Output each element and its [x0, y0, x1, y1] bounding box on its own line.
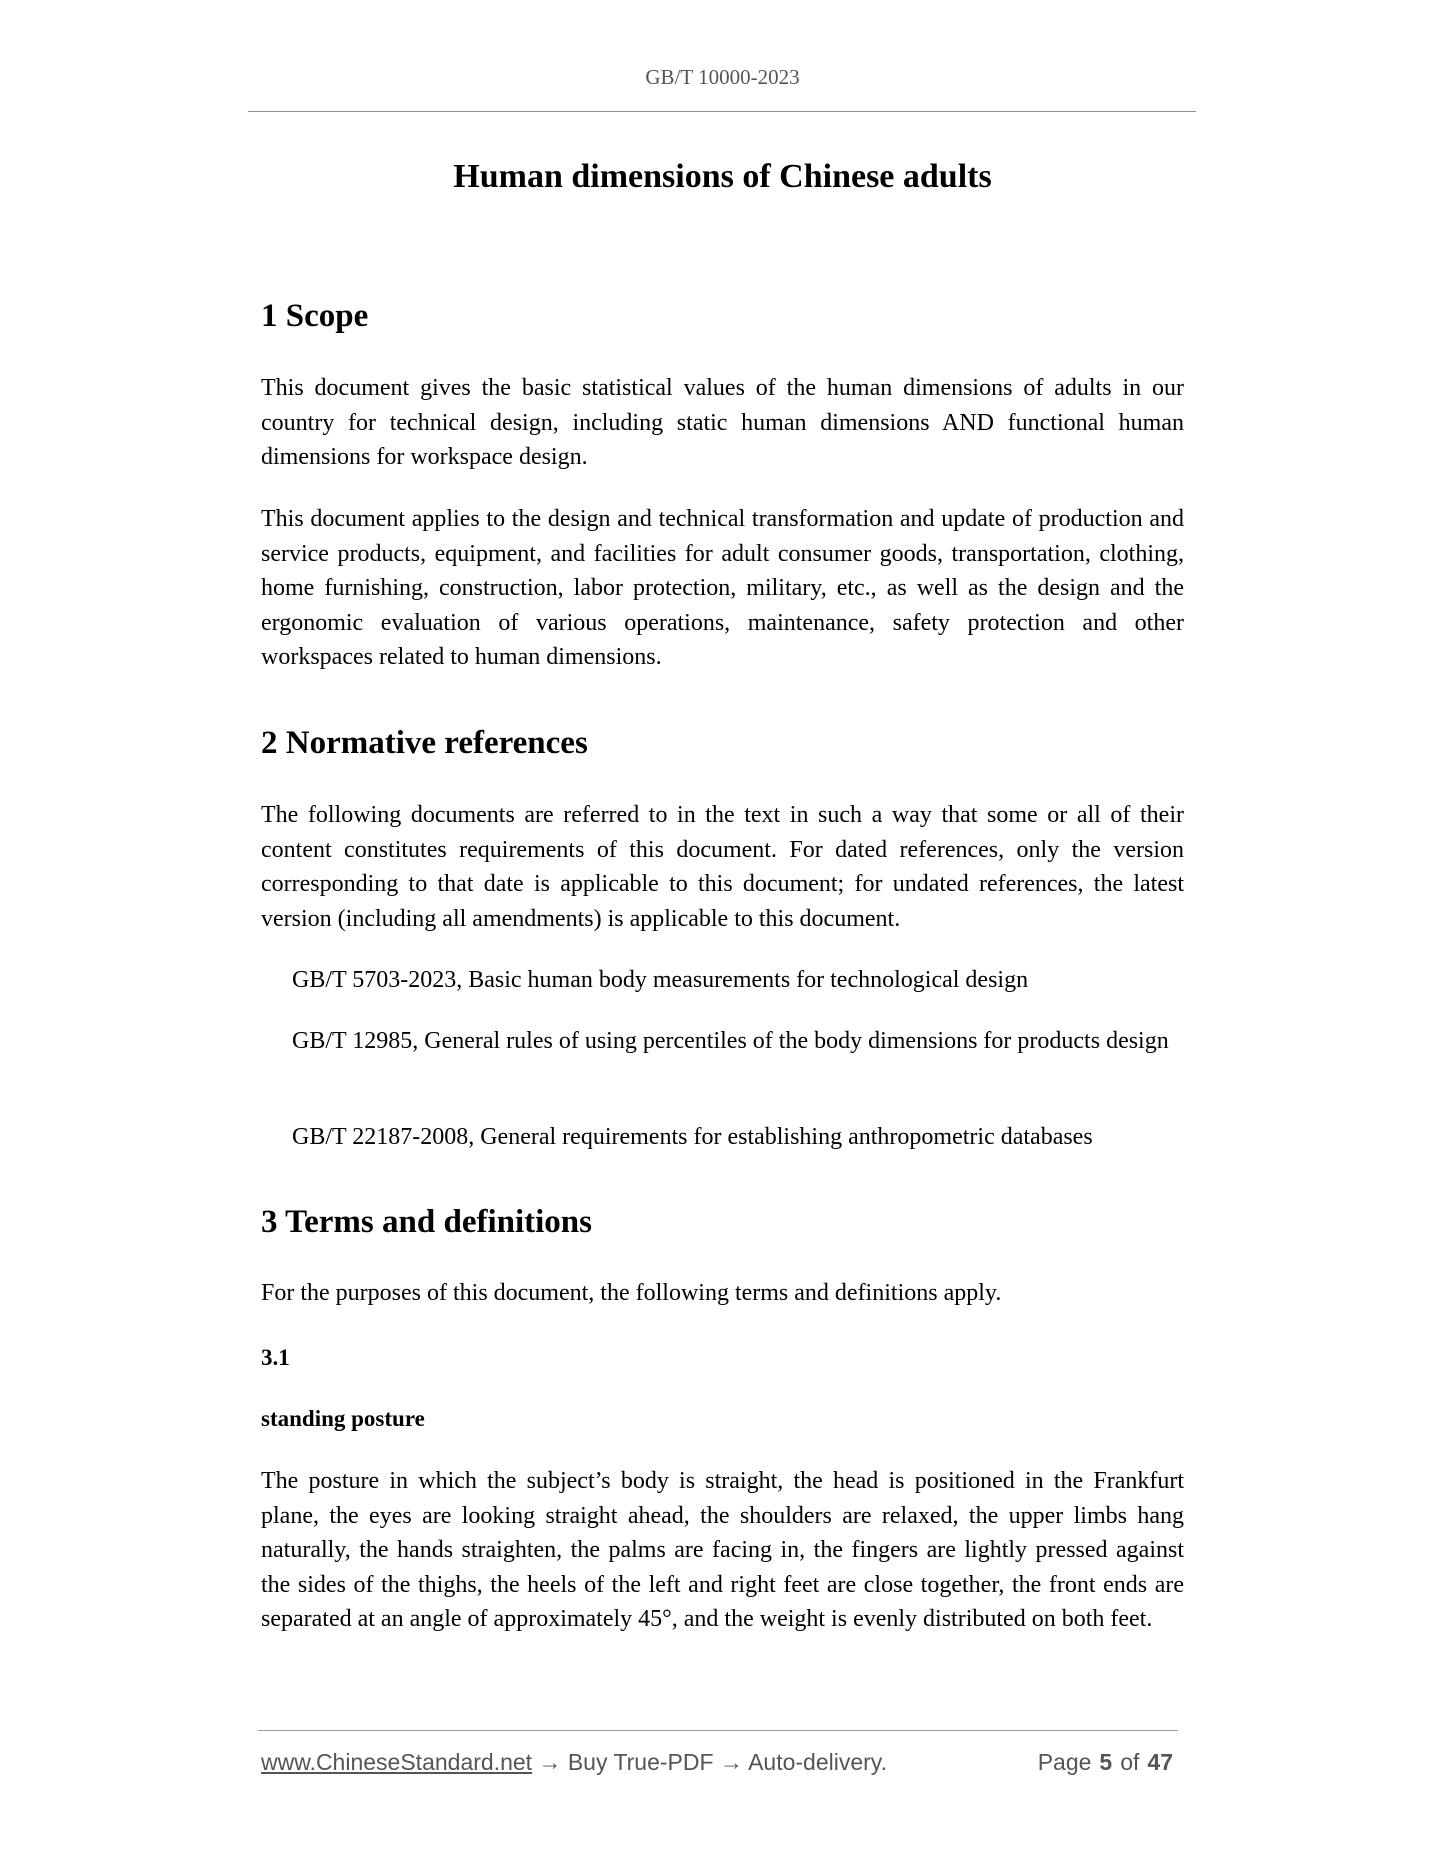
- scope-paragraph-2: This document applies to the design and technical transformation and update of production and service products, equipment, and facilities for adult consumer goods, transportation, clothing, home furnishing, construction, labor protection, military, etc., as well as the design and the ergonomic evaluation of various operations, maintenance, safety protection and other workspaces related to human dimensions.: [261, 506, 1184, 671]
- buy-true-pdf-text: Buy True-PDF: [567, 1749, 714, 1775]
- document-title: Human dimensions of Chinese adults: [453, 158, 992, 195]
- terms-intro: For the purposes of this document, the following terms and definitions apply.: [261, 1280, 1002, 1306]
- normative-references-intro: The following documents are referred to in the text in such a way that some or all of their content constitutes requirements of this document. For dated references, only the version corresponding to that date is applicable to this document; for undated references, the latest version (including all amendments) is applicable to this document.: [261, 802, 1184, 932]
- auto-delivery-text: Auto-delivery.: [748, 1749, 887, 1775]
- section-heading-scope: 1 Scope: [261, 298, 369, 334]
- arrow-right-icon: →: [719, 1749, 743, 1775]
- footer-promo: [261, 1748, 887, 1776]
- term-definition: The posture in which the subject’s body is straight, the head is positioned in the Frankfurt plane, the eyes are looking straight ahead, the shoulders are relaxed, the upper limbs hang naturally, the hands straighten, the palms are facing in, the fingers are lightly pressed against the sides of the thighs, the heels of the left and right feet are close together, the front ends are separated at an angle of approximately 45°, and the weight is evenly distributed on both feet.: [261, 1468, 1184, 1633]
- reference-item: GB/T 12985, General rules of using percentiles of the body dimensions for products design: [292, 1028, 1169, 1054]
- section-heading-normative-references: 2 Normative references: [261, 725, 588, 761]
- page-indicator: [1038, 1748, 1173, 1776]
- section-heading-terms-definitions: 3 Terms and definitions: [261, 1204, 592, 1240]
- header-divider: [248, 111, 1196, 112]
- page-footer: [261, 1748, 1173, 1778]
- website-link[interactable]: www.ChineseStandard.net: [261, 1749, 533, 1775]
- reference-item: GB/T 5703-2023, Basic human body measurements for technological design: [292, 967, 1029, 993]
- term-number: 3.1: [261, 1345, 290, 1370]
- running-header-standard-code: GB/T 10000-2023: [645, 65, 800, 89]
- page-label: Page: [1037, 1749, 1092, 1775]
- total-pages-number: 47: [1147, 1749, 1173, 1775]
- current-page-number: 5: [1099, 1749, 1113, 1775]
- footer-divider: [258, 1730, 1178, 1731]
- term-name: standing posture: [261, 1406, 425, 1431]
- reference-item: GB/T 22187-2008, General requirements for establishing anthropometric databases: [292, 1124, 1093, 1150]
- scope-paragraph-1: This document gives the basic statistical values of the human dimensions of adults in our country for technical design, including static human dimensions AND functional human dimensions for workspace design.: [261, 375, 1184, 471]
- page-of-label: of: [1120, 1749, 1140, 1775]
- arrow-right-icon: →: [538, 1749, 562, 1775]
